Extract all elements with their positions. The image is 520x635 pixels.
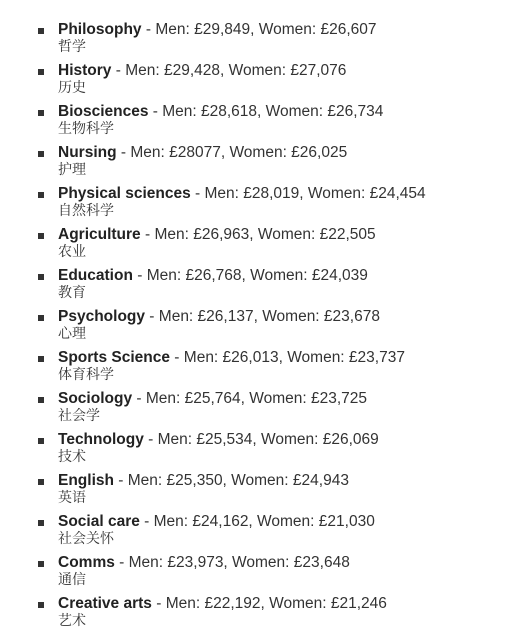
- subject-chinese: 社会学: [58, 408, 100, 424]
- separator: -: [116, 144, 131, 161]
- subject-chinese: 体育科学: [58, 367, 114, 383]
- subject-line: [58, 61, 520, 80]
- separator: -: [132, 390, 146, 407]
- subject-name: Agriculture: [58, 226, 141, 243]
- separator: -: [170, 349, 184, 366]
- list-item: [38, 430, 520, 471]
- list-item: [38, 594, 520, 635]
- separator: -: [148, 103, 163, 120]
- square-bullet-icon: [38, 479, 44, 485]
- salary-stats: Men: £28077, Women: £26,025: [130, 144, 348, 161]
- square-bullet-icon: [38, 315, 44, 321]
- separator: -: [111, 62, 126, 79]
- separator: -: [139, 513, 154, 530]
- separator: -: [141, 21, 156, 38]
- list-item: [38, 471, 520, 512]
- square-bullet-icon: [38, 438, 44, 444]
- subject-line: [58, 225, 520, 244]
- separator: -: [140, 226, 155, 243]
- salary-stats: Men: £22,192, Women: £21,246: [165, 595, 387, 612]
- subject-chinese: 自然科学: [58, 203, 114, 219]
- subject-name: Technology: [58, 431, 144, 448]
- separator: -: [151, 595, 166, 612]
- salary-stats: Men: £24,162, Women: £21,030: [153, 513, 375, 530]
- list-item: [38, 102, 520, 143]
- square-bullet-icon: [38, 28, 44, 34]
- subject-name: Biosciences: [58, 103, 149, 120]
- subject-name: Sports Science: [58, 349, 170, 366]
- subject-chinese: 技术: [58, 449, 86, 465]
- subject-line: [58, 143, 520, 162]
- square-bullet-icon: [38, 151, 44, 157]
- subject-chinese: 农业: [58, 244, 86, 260]
- separator: -: [114, 554, 129, 571]
- salary-stats: Men: £28,618, Women: £26,734: [162, 103, 384, 120]
- subject-line: [58, 348, 520, 367]
- subject-chinese: 护理: [58, 162, 86, 178]
- square-bullet-icon: [38, 356, 44, 362]
- salary-stats: Men: £26,768, Women: £24,039: [146, 267, 368, 284]
- subject-line: [58, 20, 520, 39]
- subject-name: Education: [58, 267, 133, 284]
- list-item: [38, 389, 520, 430]
- list-item: [38, 266, 520, 307]
- subject-name: English: [58, 472, 114, 489]
- subject-chinese: 生物科学: [58, 121, 114, 137]
- separator: -: [113, 472, 128, 489]
- subject-name: Social care: [58, 513, 140, 530]
- list-item: [38, 307, 520, 348]
- salary-stats: Men: £26,963, Women: £22,505: [154, 226, 376, 243]
- square-bullet-icon: [38, 602, 44, 608]
- separator: -: [143, 431, 158, 448]
- separator: -: [132, 267, 147, 284]
- subject-name: Creative arts: [58, 595, 152, 612]
- separator: -: [145, 308, 159, 325]
- subject-line: [58, 471, 520, 490]
- subject-line: [58, 102, 520, 121]
- separator: -: [190, 185, 205, 202]
- subject-line: [58, 184, 520, 203]
- square-bullet-icon: [38, 520, 44, 526]
- subject-name: Psychology: [58, 308, 145, 325]
- subject-name: Sociology: [58, 390, 133, 407]
- list-item: [38, 184, 520, 225]
- subject-chinese: 英语: [58, 490, 86, 506]
- subject-chinese: 心理: [58, 326, 86, 342]
- list-item: [38, 553, 520, 594]
- subject-line: [58, 266, 520, 285]
- list-item: [38, 143, 520, 184]
- subject-line: [58, 307, 520, 326]
- salary-stats: Men: £29,428, Women: £27,076: [125, 62, 347, 79]
- subject-name: History: [58, 62, 112, 79]
- list-item: [38, 225, 520, 266]
- subject-line: [58, 594, 520, 613]
- subject-chinese: 艺术: [58, 613, 86, 629]
- square-bullet-icon: [38, 397, 44, 403]
- subject-line: [58, 389, 520, 408]
- subject-line: [58, 430, 520, 449]
- salary-stats: Men: £25,534, Women: £26,069: [157, 431, 379, 448]
- subject-chinese: 社会关怀: [58, 531, 114, 547]
- subject-name: Nursing: [58, 144, 117, 161]
- square-bullet-icon: [38, 192, 44, 198]
- square-bullet-icon: [38, 561, 44, 567]
- list-item: [38, 20, 520, 61]
- list-item: [38, 512, 520, 553]
- list-item: [38, 348, 520, 389]
- salary-stats: Men: £29,849, Women: £26,607: [155, 21, 377, 38]
- subject-name: Comms: [58, 554, 115, 571]
- square-bullet-icon: [38, 69, 44, 75]
- subject-chinese: 通信: [58, 572, 86, 588]
- subject-line: [58, 553, 520, 572]
- square-bullet-icon: [38, 233, 44, 239]
- subject-chinese: 哲学: [58, 39, 86, 55]
- salary-stats: Men: £26,137, Women: £23,678: [158, 308, 380, 325]
- salary-stats: Men: £23,973, Women: £23,648: [128, 554, 350, 571]
- square-bullet-icon: [38, 110, 44, 116]
- subject-chinese: 教育: [58, 285, 86, 301]
- subject-name: Philosophy: [58, 21, 142, 38]
- subject-chinese: 历史: [58, 80, 86, 96]
- salary-stats: Men: £25,764, Women: £23,725: [145, 390, 368, 407]
- square-bullet-icon: [38, 274, 44, 280]
- salary-stats: Men: £26,013, Women: £23,737: [183, 349, 405, 366]
- subject-line: [58, 512, 520, 531]
- salary-stats: Men: £28,019, Women: £24,454: [204, 185, 426, 202]
- subject-name: Physical sciences: [58, 185, 191, 202]
- salary-stats: Men: £25,350, Women: £24,943: [127, 472, 349, 489]
- list-item: [38, 61, 520, 102]
